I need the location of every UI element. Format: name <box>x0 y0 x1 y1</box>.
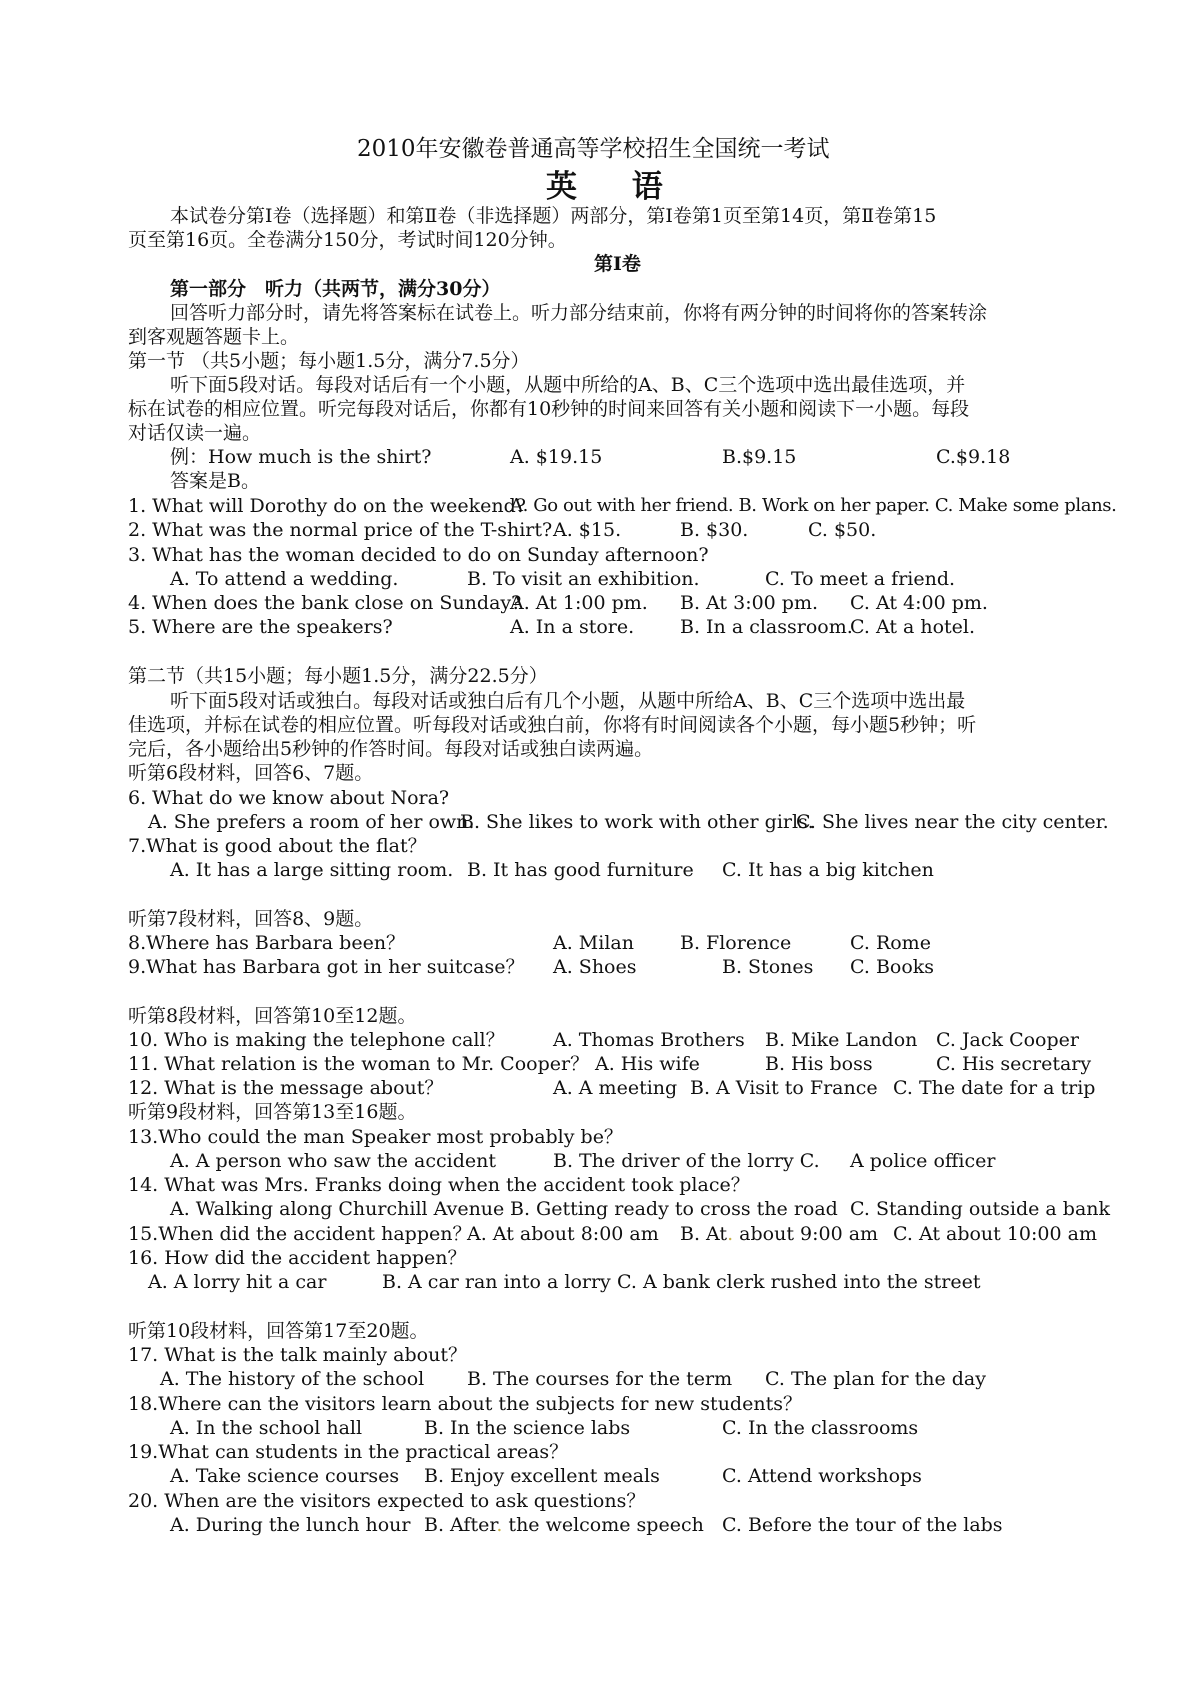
q18-option-a: A. In the school hall <box>170 1417 363 1439</box>
q16-option-c: C. A bank clerk rushed into the street <box>617 1271 981 1293</box>
q7-option-c: C. It has a big kitchen <box>722 859 934 881</box>
q5-option-a: A. In a store. <box>510 616 635 638</box>
intro-line-1: 本试卷分第Ⅰ卷（选择题）和第Ⅱ卷（非选择题）两部分，第Ⅰ卷第1页至第14页，第Ⅱ卷第15 <box>170 205 937 227</box>
q18-option-b: B. In the science labs <box>424 1417 631 1439</box>
stray-dot-mark: . <box>496 1514 503 1536</box>
q13-option-c: A police officer <box>850 1150 996 1172</box>
q10-option-a: A. Thomas Brothers <box>553 1029 745 1051</box>
q3-option-c: C. To meet a friend. <box>765 568 956 590</box>
q18-question: 18.Where can the visitors learn about the subjects for new students？ <box>128 1393 802 1415</box>
q16-option-a: A. A lorry hit a car <box>148 1271 327 1293</box>
material-9-heading: 听第9段材料，回答第13至16题。 <box>128 1101 417 1123</box>
q17-option-a: A. The history of the school <box>160 1368 425 1390</box>
section1-instr-1: 听下面5段对话。每段对话后有一个小题，从题中所给的A、B、C三个选项中选出最佳选项，并 <box>170 374 966 396</box>
q4-option-c: C. At 4:00 pm. <box>850 592 988 614</box>
q8-question: 8.Where has Barbara been？ <box>128 932 406 954</box>
q3-option-a: A. To attend a wedding. <box>170 568 399 590</box>
example-option-a: A. $19.15 <box>510 446 603 468</box>
volume-heading: 第Ⅰ卷 <box>594 253 641 275</box>
q16-option-b: B. A car ran into a lorry <box>382 1271 611 1293</box>
q12-question: 12. What is the message about？ <box>128 1077 444 1099</box>
q6-option-a: A. She prefers a room of her own. <box>148 811 475 833</box>
q17-option-c: C. The plan for the day <box>765 1368 986 1390</box>
q12-option-a: A. A meeting <box>553 1077 678 1099</box>
q2-option-a: A. $15. <box>553 519 622 541</box>
part1-instr-1: 回答听力部分时，请先将答案标在试卷上。听力部分结束前，你将有两分钟的时间将你的答案转涂 <box>170 302 988 324</box>
section2-instr-1: 听下面5段对话或独白。每段对话或独白后有几个小题，从题中所给A、B、C三个选项中选出最 <box>170 690 966 712</box>
material-8-heading: 听第8段材料，回答第10至12题。 <box>128 1005 417 1027</box>
q2-option-b: B. $30. <box>680 519 749 541</box>
q20-option-b <box>424 1513 704 1537</box>
q9-option-a: A. Shoes <box>553 956 637 978</box>
q3-question: 3. What has the woman decided to do on Sunday afternoon? <box>128 544 709 566</box>
q5-option-c: C. At a hotel. <box>850 616 976 638</box>
q11-option-a: A. His wife <box>595 1053 700 1075</box>
material-10-heading: 听第10段材料，回答第17至20题。 <box>128 1320 429 1342</box>
q2-question: 2. What was the normal price of the T-shirt? <box>128 519 553 541</box>
q7-question: 7.What is good about the flat？ <box>128 835 427 857</box>
q18-option-c: C. In the classrooms <box>722 1417 919 1439</box>
section1-heading: 第一节 （共5小题；每小题1.5分，满分7.5分） <box>128 350 530 372</box>
q11-option-c: C. His secretary <box>936 1053 1092 1075</box>
q9-option-b: B. Stones <box>722 956 814 978</box>
q13-option-b: B. The driver of the lorry C. <box>553 1150 820 1172</box>
section2-heading: 第二节（共15小题；每小题1.5分，满分22.5分） <box>128 665 548 687</box>
q19-option-c: C. Attend workshops <box>722 1465 922 1487</box>
q15-option-b-start: B. At <box>680 1223 728 1245</box>
q4-option-b: B. At 3:00 pm. <box>680 592 819 614</box>
q7-option-a: A. It has a large sitting room. <box>170 859 454 881</box>
q17-option-b: B. The courses for the term <box>467 1368 733 1390</box>
q6-option-b: B. She likes to work with other girls. <box>460 811 814 833</box>
q14-question: 14. What was Mrs. Franks doing when the accident took place？ <box>128 1174 750 1196</box>
q13-question: 13.Who could the man Speaker most probably be？ <box>128 1126 623 1148</box>
q5-option-b: B. In a classroom. <box>680 616 853 638</box>
q6-option-c: C. She lives near the city center. <box>796 811 1109 833</box>
q6-question: 6. What do we know about Nora? <box>128 787 450 809</box>
q15-option-b <box>680 1222 878 1246</box>
material-6-heading: 听第6段材料，回答6、7题。 <box>128 762 374 784</box>
q13-option-a: A. A person who saw the accident <box>170 1150 496 1172</box>
q17-question: 17. What is the talk mainly about？ <box>128 1344 467 1366</box>
subject-title: 英 语 <box>546 169 685 205</box>
q15-option-c: C. At about 10:00 am <box>893 1223 1097 1245</box>
q10-option-c: C. Jack Cooper <box>936 1029 1079 1051</box>
q9-question: 9.What has Barbara got in her suitcase？ <box>128 956 525 978</box>
q9-option-c: C. Books <box>850 956 935 978</box>
exam-title: 2010年安徽卷普通高等学校招生全国统一考试 <box>357 136 830 162</box>
q19-question: 19.What can students in the practical areas？ <box>128 1441 569 1463</box>
q8-option-a: A. Milan <box>553 932 634 954</box>
example-answer: 答案是B。 <box>170 470 260 492</box>
q20-question: 20. When are the visitors expected to ask questions？ <box>128 1490 646 1512</box>
q12-option-b: B. A Visit to France <box>690 1077 878 1099</box>
example-option-b: B.$9.15 <box>722 446 797 468</box>
q20-option-b-end: the welcome speech <box>502 1514 704 1536</box>
q1-options: A. Go out with her friend. B. Work on her paper. C. Make some plans. <box>510 495 1117 516</box>
part1-heading: 第一部分 听力（共两节，满分30分） <box>170 278 501 300</box>
q12-option-c: C. The date for a trip <box>893 1077 1096 1099</box>
q20-option-a: A. During the lunch hour <box>170 1514 411 1536</box>
q15-option-a: A. At about 8:00 am <box>467 1223 659 1245</box>
q1-question: 1. What will Dorothy do on the weekend? <box>128 495 526 517</box>
part1-instr-2: 到客观题答题卡上。 <box>128 326 300 348</box>
section1-instr-2: 标在试卷的相应位置。听完每段对话后，你都有10秒钟的时间来回答有关小题和阅读下一小题。每段 <box>128 398 970 420</box>
example-question: 例：How much is the shirt? <box>170 446 432 468</box>
q4-question: 4. When does the bank close on Sunday? <box>128 592 522 614</box>
intro-line-2: 页至第16页。全卷满分150分，考试时间120分钟。 <box>128 229 567 251</box>
q10-option-b: B. Mike Landon <box>765 1029 918 1051</box>
section1-instr-3: 对话仅读一遍。 <box>128 422 262 444</box>
q15-question: 15.When did the accident happen？ <box>128 1223 472 1245</box>
q19-option-a: A. Take science courses <box>170 1465 400 1487</box>
q14-option-a: A. Walking along Churchill Avenue <box>170 1198 505 1220</box>
section2-instr-2: 佳选项，并标在试卷的相应位置。听每段对话或独白前，你将有时间阅读各个小题，每小题5秒钟；听 <box>128 714 977 736</box>
q20-option-c: C. Before the tour of the labs <box>722 1514 1003 1536</box>
material-7-heading: 听第7段材料，回答8、9题。 <box>128 908 374 930</box>
q7-option-b: B. It has good furniture <box>467 859 694 881</box>
stray-dot-mark: . <box>727 1223 734 1245</box>
q20-option-b-start: B. After <box>424 1514 497 1536</box>
q8-option-c: C. Rome <box>850 932 931 954</box>
q11-question: 11. What relation is the woman to Mr. Cooper？ <box>128 1053 590 1075</box>
example-option-c: C.$9.18 <box>936 446 1011 468</box>
q2-option-c: C. $50. <box>808 519 877 541</box>
q16-question: 16. How did the accident happen？ <box>128 1247 467 1269</box>
section2-instr-3: 完后，各小题给出5秒钟的作答时间。每段对话或独白读两遍。 <box>128 738 654 760</box>
q15-option-b-end: about 9:00 am <box>733 1223 879 1245</box>
q5-question: 5. Where are the speakers? <box>128 616 393 638</box>
q10-question: 10. Who is making the telephone call？ <box>128 1029 505 1051</box>
q14-option-b: B. Getting ready to cross the road <box>510 1198 838 1220</box>
q14-option-c: C. Standing outside a bank <box>850 1198 1111 1220</box>
q3-option-b: B. To visit an exhibition. <box>467 568 700 590</box>
q11-option-b: B. His boss <box>765 1053 873 1075</box>
q8-option-b: B. Florence <box>680 932 792 954</box>
q19-option-b: B. Enjoy excellent meals <box>424 1465 660 1487</box>
q4-option-a: A. At 1:00 pm. <box>510 592 648 614</box>
